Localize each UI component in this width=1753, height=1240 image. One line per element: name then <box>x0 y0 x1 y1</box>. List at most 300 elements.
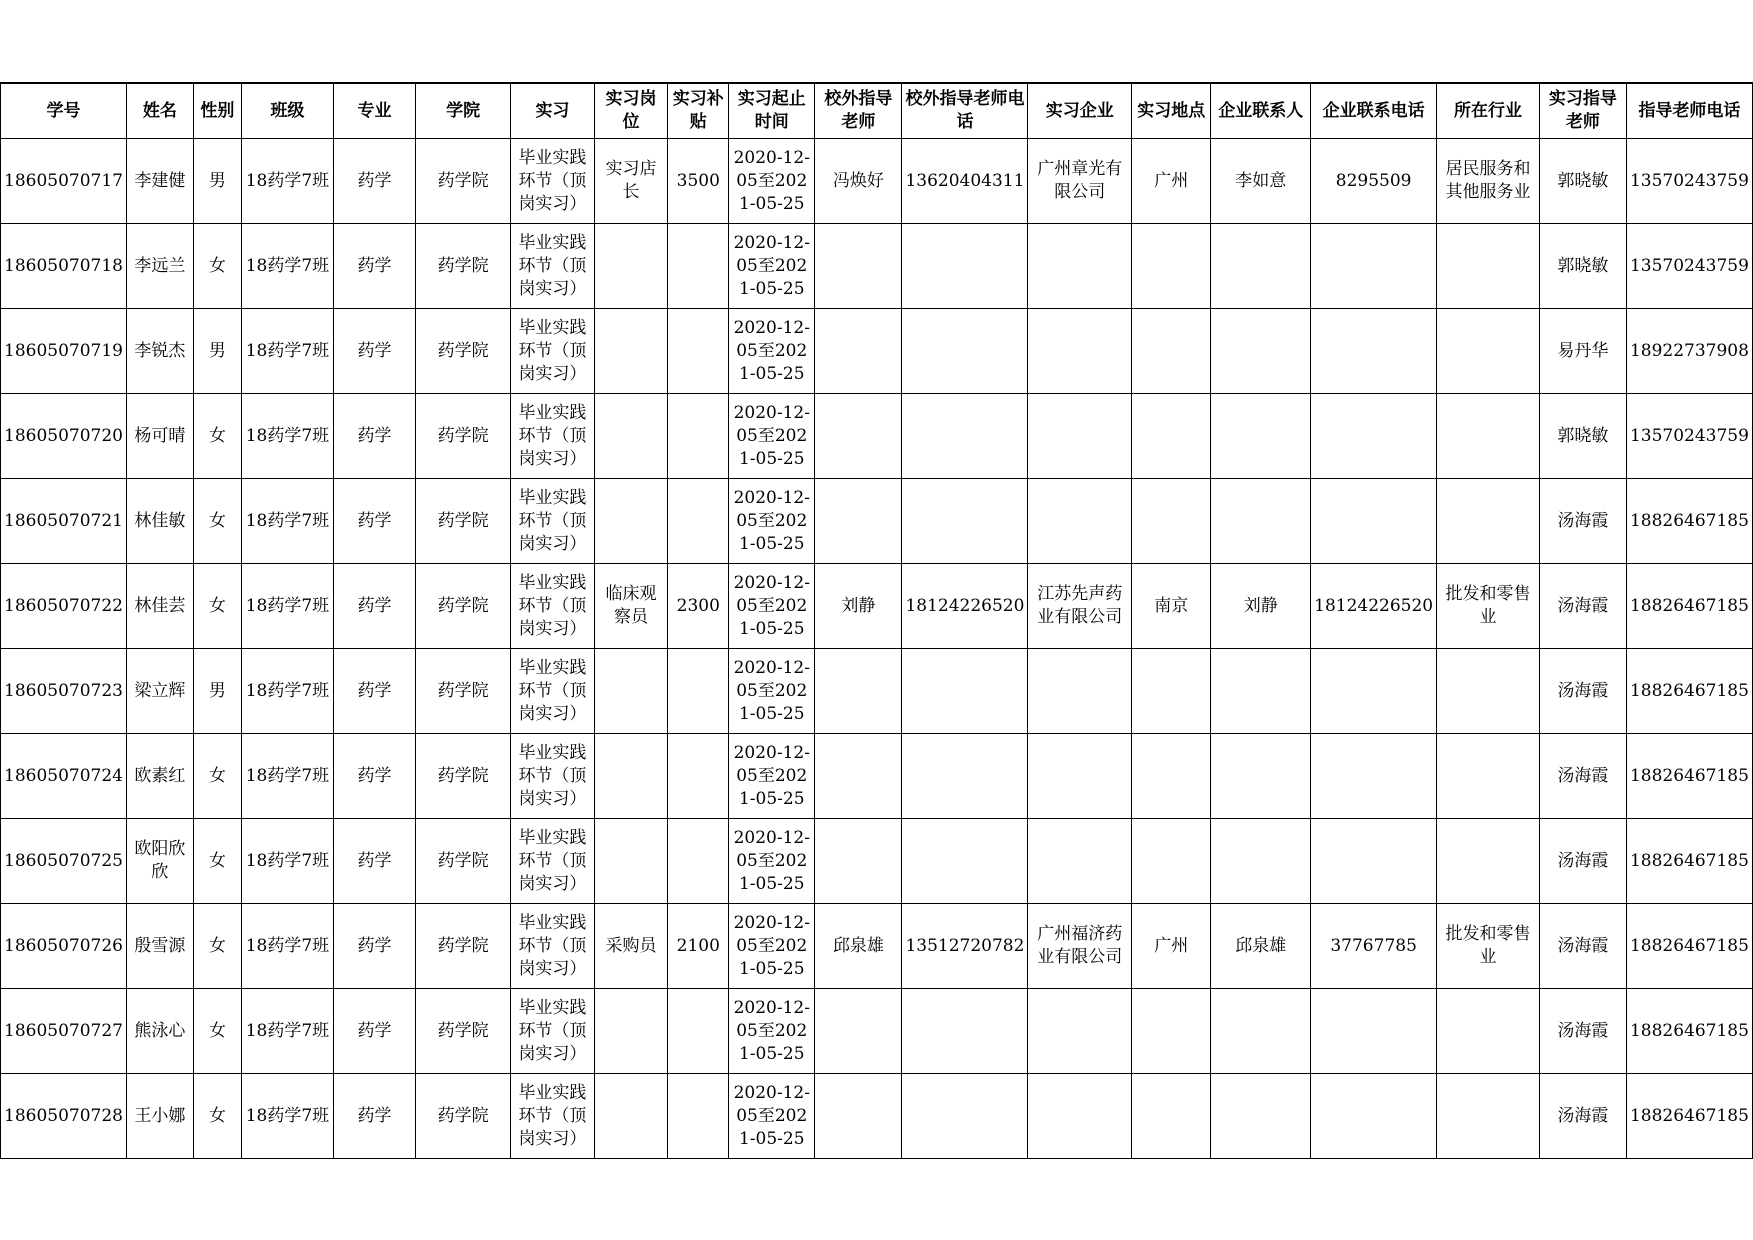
gender-cell <box>193 819 241 904</box>
class-cell <box>241 904 333 989</box>
teacher-phone-cell <box>1626 564 1752 649</box>
location-text: 广州 <box>1154 170 1189 191</box>
company-contact-cell <box>1211 989 1311 1074</box>
teacher-text: 汤海霞 <box>1557 1105 1609 1126</box>
table-row <box>1 564 1753 649</box>
teacher-text: 汤海霞 <box>1557 935 1609 956</box>
internship-cell <box>511 479 595 564</box>
student-name-text: 林佳芸 <box>134 595 186 616</box>
internship-cell <box>511 139 595 224</box>
major-text: 药学 <box>357 255 392 276</box>
industry-cell <box>1437 989 1540 1074</box>
student-id-text: 18605070721 <box>4 510 123 531</box>
gender-text: 女 <box>208 850 226 871</box>
header-position: 实习岗位 <box>594 83 668 139</box>
industry-text: 居民服务和其他服务业 <box>1445 159 1531 202</box>
student-id-text: 18605070720 <box>4 425 123 446</box>
location-cell <box>1132 904 1211 989</box>
gender-cell <box>193 989 241 1074</box>
student-name-cell <box>126 1074 193 1159</box>
teacher-cell <box>1539 564 1626 649</box>
major-cell <box>333 1074 415 1159</box>
position-cell <box>594 564 668 649</box>
major-text: 药学 <box>357 850 392 871</box>
industry-cell <box>1437 224 1540 309</box>
internship-text: 毕业实践环节（顶岗实习） <box>518 657 587 724</box>
student-id-text: 18605070722 <box>4 595 123 616</box>
company-contact-cell <box>1211 479 1311 564</box>
gender-text: 女 <box>208 595 226 616</box>
company-cell <box>1028 394 1132 479</box>
external-teacher-phone-cell <box>902 819 1028 904</box>
company-contact-cell <box>1211 139 1311 224</box>
location-cell <box>1132 224 1211 309</box>
internship-text: 毕业实践环节（顶岗实习） <box>518 1082 587 1149</box>
college-text: 药学院 <box>437 765 489 786</box>
student-id-cell <box>1 139 127 224</box>
major-cell <box>333 989 415 1074</box>
teacher-phone-text: 18826467185 <box>1629 850 1749 871</box>
teacher-cell <box>1539 1074 1626 1159</box>
industry-cell <box>1437 819 1540 904</box>
table-header-row <box>1 83 1753 139</box>
period-cell <box>729 1074 815 1159</box>
subsidy-cell <box>668 139 729 224</box>
student-name-text: 李锐杰 <box>134 340 186 361</box>
gender-cell <box>193 394 241 479</box>
industry-cell <box>1437 734 1540 819</box>
student-id-text: 18605070723 <box>4 680 123 701</box>
class-cell <box>241 734 333 819</box>
major-cell <box>333 139 415 224</box>
company-phone-text: 37767785 <box>1330 935 1417 956</box>
teacher-cell <box>1539 224 1626 309</box>
student-id-cell <box>1 479 127 564</box>
header-internship: 实习 <box>511 83 595 139</box>
internship-cell <box>511 1074 595 1159</box>
major-text: 药学 <box>357 340 392 361</box>
company-contact-cell <box>1211 734 1311 819</box>
major-text: 药学 <box>357 170 392 191</box>
class-cell <box>241 224 333 309</box>
company-cell <box>1028 139 1132 224</box>
gender-cell <box>193 649 241 734</box>
header-subsidy: 实习补贴 <box>668 83 729 139</box>
internship-table-sheet <box>0 82 1753 1159</box>
gender-text: 女 <box>208 935 226 956</box>
class-cell <box>241 564 333 649</box>
college-text: 药学院 <box>437 850 489 871</box>
internship-text: 毕业实践环节（顶岗实习） <box>518 317 587 384</box>
period-text: 2020-12-05至2021-05-25 <box>733 402 810 469</box>
industry-cell <box>1437 394 1540 479</box>
external-teacher-cell <box>815 989 902 1074</box>
student-id-text: 18605070728 <box>4 1105 123 1126</box>
college-text: 药学院 <box>437 170 489 191</box>
student-id-text: 18605070719 <box>4 340 123 361</box>
college-text: 药学院 <box>437 425 489 446</box>
company-contact-cell <box>1211 819 1311 904</box>
external-teacher-phone-cell <box>902 479 1028 564</box>
student-id-text: 18605070727 <box>4 1020 123 1041</box>
gender-text: 男 <box>208 680 226 701</box>
header-student-id: 学号 <box>1 83 127 139</box>
college-text: 药学院 <box>437 255 489 276</box>
table-row <box>1 479 1753 564</box>
external-teacher-text: 刘静 <box>841 595 876 616</box>
company-contact-cell <box>1211 394 1311 479</box>
external-teacher-phone-cell <box>902 649 1028 734</box>
position-cell <box>594 1074 668 1159</box>
internship-text: 毕业实践环节（顶岗实习） <box>518 572 587 639</box>
teacher-phone-text: 18826467185 <box>1629 595 1749 616</box>
student-id-cell <box>1 309 127 394</box>
student-name-text: 林佳敏 <box>134 510 186 531</box>
teacher-cell <box>1539 904 1626 989</box>
company-contact-cell <box>1211 309 1311 394</box>
major-cell <box>333 394 415 479</box>
table-row <box>1 1074 1753 1159</box>
gender-cell <box>193 1074 241 1159</box>
external-teacher-phone-cell <box>902 989 1028 1074</box>
industry-text: 批发和零售业 <box>1445 924 1531 967</box>
gender-text: 男 <box>208 170 226 191</box>
company-cell <box>1028 564 1132 649</box>
period-text: 2020-12-05至2021-05-25 <box>733 827 810 894</box>
company-phone-cell <box>1311 479 1437 564</box>
location-cell <box>1132 309 1211 394</box>
subsidy-cell <box>668 649 729 734</box>
internship-cell <box>511 564 595 649</box>
header-name: 姓名 <box>126 83 193 139</box>
class-text: 18药学7班 <box>245 680 330 701</box>
teacher-phone-cell <box>1626 734 1752 819</box>
industry-cell <box>1437 139 1540 224</box>
teacher-phone-cell <box>1626 819 1752 904</box>
company-contact-text: 邱泉雄 <box>1235 935 1287 956</box>
student-id-text: 18605070726 <box>4 935 123 956</box>
teacher-cell <box>1539 309 1626 394</box>
student-name-text: 欧阳欣欣 <box>134 839 186 882</box>
major-text: 药学 <box>357 510 392 531</box>
major-text: 药学 <box>357 935 392 956</box>
college-text: 药学院 <box>437 1020 489 1041</box>
position-cell <box>594 139 668 224</box>
company-phone-cell <box>1311 904 1437 989</box>
external-teacher-cell <box>815 224 902 309</box>
student-name-cell <box>126 989 193 1074</box>
header-company-contact: 企业联系人 <box>1211 83 1311 139</box>
header-location: 实习地点 <box>1132 83 1211 139</box>
position-cell <box>594 479 668 564</box>
internship-cell <box>511 819 595 904</box>
teacher-phone-cell <box>1626 139 1752 224</box>
period-text: 2020-12-05至2021-05-25 <box>733 572 810 639</box>
company-cell <box>1028 649 1132 734</box>
class-cell <box>241 309 333 394</box>
location-text: 广州 <box>1154 935 1189 956</box>
industry-cell <box>1437 904 1540 989</box>
table-row <box>1 734 1753 819</box>
location-cell <box>1132 1074 1211 1159</box>
class-text: 18药学7班 <box>245 170 330 191</box>
header-period: 实习起止时间 <box>729 83 815 139</box>
teacher-cell <box>1539 649 1626 734</box>
subsidy-text: 2300 <box>676 595 720 616</box>
student-name-text: 欧素红 <box>134 765 186 786</box>
period-cell <box>729 394 815 479</box>
location-cell <box>1132 734 1211 819</box>
subsidy-cell <box>668 734 729 819</box>
student-name-cell <box>126 479 193 564</box>
company-phone-cell <box>1311 394 1437 479</box>
student-id-cell <box>1 649 127 734</box>
student-id-cell <box>1 564 127 649</box>
table-row <box>1 224 1753 309</box>
teacher-cell <box>1539 394 1626 479</box>
header-teacher-phone: 指导老师电话 <box>1626 83 1752 139</box>
class-text: 18药学7班 <box>245 510 330 531</box>
teacher-phone-cell <box>1626 479 1752 564</box>
teacher-text: 郭晓敏 <box>1557 170 1609 191</box>
gender-text: 男 <box>208 340 226 361</box>
gender-cell <box>193 734 241 819</box>
company-cell <box>1028 734 1132 819</box>
major-cell <box>333 734 415 819</box>
teacher-phone-cell <box>1626 989 1752 1074</box>
location-cell <box>1132 564 1211 649</box>
period-cell <box>729 819 815 904</box>
position-cell <box>594 649 668 734</box>
major-cell <box>333 819 415 904</box>
student-name-cell <box>126 819 193 904</box>
major-cell <box>333 309 415 394</box>
company-cell <box>1028 819 1132 904</box>
teacher-cell <box>1539 734 1626 819</box>
external-teacher-phone-cell <box>902 904 1028 989</box>
teacher-phone-text: 18826467185 <box>1629 1105 1749 1126</box>
student-id-cell <box>1 734 127 819</box>
class-text: 18药学7班 <box>245 850 330 871</box>
subsidy-cell <box>668 1074 729 1159</box>
teacher-phone-cell <box>1626 309 1752 394</box>
period-text: 2020-12-05至2021-05-25 <box>733 232 810 299</box>
major-text: 药学 <box>357 765 392 786</box>
subsidy-text: 3500 <box>676 170 720 191</box>
header-teacher: 实习指导老师 <box>1539 83 1626 139</box>
internship-cell <box>511 989 595 1074</box>
position-text: 临床观察员 <box>605 584 657 627</box>
table-row <box>1 649 1753 734</box>
company-phone-cell <box>1311 309 1437 394</box>
position-cell <box>594 734 668 819</box>
position-cell <box>594 309 668 394</box>
external-teacher-phone-cell <box>902 394 1028 479</box>
external-teacher-phone-cell <box>902 734 1028 819</box>
class-cell <box>241 649 333 734</box>
external-teacher-phone-cell <box>902 309 1028 394</box>
period-text: 2020-12-05至2021-05-25 <box>733 487 810 554</box>
student-name-cell <box>126 309 193 394</box>
internship-text: 毕业实践环节（顶岗实习） <box>518 402 587 469</box>
gender-text: 女 <box>208 425 226 446</box>
company-cell <box>1028 224 1132 309</box>
company-contact-cell <box>1211 649 1311 734</box>
period-text: 2020-12-05至2021-05-25 <box>733 997 810 1064</box>
industry-text: 批发和零售业 <box>1445 584 1531 627</box>
internship-text: 毕业实践环节（顶岗实习） <box>518 147 587 214</box>
teacher-cell <box>1539 139 1626 224</box>
major-text: 药学 <box>357 680 392 701</box>
college-cell <box>416 989 511 1074</box>
student-id-text: 18605070725 <box>4 850 123 871</box>
external-teacher-cell <box>815 479 902 564</box>
subsidy-cell <box>668 819 729 904</box>
student-id-text: 18605070718 <box>4 255 123 276</box>
table-row <box>1 309 1753 394</box>
industry-cell <box>1437 564 1540 649</box>
major-text: 药学 <box>357 1020 392 1041</box>
student-name-text: 熊泳心 <box>134 1020 186 1041</box>
company-text: 江苏先声药业有限公司 <box>1037 584 1123 627</box>
company-text: 广州章光有限公司 <box>1037 159 1123 202</box>
period-cell <box>729 649 815 734</box>
teacher-text: 汤海霞 <box>1557 680 1609 701</box>
major-cell <box>333 649 415 734</box>
gender-cell <box>193 139 241 224</box>
location-cell <box>1132 139 1211 224</box>
period-text: 2020-12-05至2021-05-25 <box>733 912 810 979</box>
location-cell <box>1132 479 1211 564</box>
class-text: 18药学7班 <box>245 595 330 616</box>
class-text: 18药学7班 <box>245 765 330 786</box>
class-text: 18药学7班 <box>245 1105 330 1126</box>
class-cell <box>241 479 333 564</box>
internship-cell <box>511 309 595 394</box>
external-teacher-cell <box>815 649 902 734</box>
location-cell <box>1132 989 1211 1074</box>
class-text: 18药学7班 <box>245 935 330 956</box>
header-gender: 性别 <box>193 83 241 139</box>
major-cell <box>333 479 415 564</box>
student-id-cell <box>1 989 127 1074</box>
external-teacher-cell <box>815 1074 902 1159</box>
table-row <box>1 394 1753 479</box>
period-cell <box>729 564 815 649</box>
external-teacher-phone-cell <box>902 224 1028 309</box>
college-text: 药学院 <box>437 680 489 701</box>
industry-cell <box>1437 649 1540 734</box>
internship-cell <box>511 649 595 734</box>
company-phone-cell <box>1311 224 1437 309</box>
student-name-cell <box>126 139 193 224</box>
company-phone-text: 18124226520 <box>1314 595 1434 616</box>
teacher-phone-text: 18826467185 <box>1629 1020 1749 1041</box>
subsidy-cell <box>668 309 729 394</box>
student-name-text: 梁立辉 <box>134 680 186 701</box>
college-text: 药学院 <box>437 510 489 531</box>
teacher-text: 汤海霞 <box>1557 595 1609 616</box>
student-name-cell <box>126 904 193 989</box>
student-name-text: 李远兰 <box>134 255 186 276</box>
company-cell <box>1028 989 1132 1074</box>
period-cell <box>729 139 815 224</box>
external-teacher-phone-cell <box>902 139 1028 224</box>
company-contact-cell <box>1211 564 1311 649</box>
period-text: 2020-12-05至2021-05-25 <box>733 657 810 724</box>
student-id-cell <box>1 394 127 479</box>
gender-cell <box>193 904 241 989</box>
location-cell <box>1132 819 1211 904</box>
external-teacher-cell <box>815 819 902 904</box>
student-id-text: 18605070724 <box>4 765 123 786</box>
period-cell <box>729 224 815 309</box>
internship-text: 毕业实践环节（顶岗实习） <box>518 232 587 299</box>
teacher-text: 汤海霞 <box>1557 765 1609 786</box>
company-phone-cell <box>1311 649 1437 734</box>
external-teacher-cell <box>815 734 902 819</box>
teacher-phone-text: 18826467185 <box>1629 680 1749 701</box>
location-cell <box>1132 649 1211 734</box>
position-cell <box>594 904 668 989</box>
internship-cell <box>511 394 595 479</box>
internship-cell <box>511 224 595 309</box>
gender-text: 女 <box>208 510 226 531</box>
company-phone-cell <box>1311 819 1437 904</box>
teacher-phone-cell <box>1626 224 1752 309</box>
college-cell <box>416 904 511 989</box>
college-cell <box>416 139 511 224</box>
external-teacher-phone-text: 13512720782 <box>905 935 1025 956</box>
position-cell <box>594 394 668 479</box>
college-text: 药学院 <box>437 595 489 616</box>
class-text: 18药学7班 <box>245 255 330 276</box>
company-cell <box>1028 309 1132 394</box>
company-text: 广州福济药业有限公司 <box>1037 924 1123 967</box>
teacher-text: 汤海霞 <box>1557 510 1609 531</box>
table-row <box>1 139 1753 224</box>
major-text: 药学 <box>357 595 392 616</box>
external-teacher-phone-text: 13620404311 <box>905 170 1025 191</box>
subsidy-cell <box>668 989 729 1074</box>
teacher-text: 易丹华 <box>1557 340 1609 361</box>
student-name-cell <box>126 224 193 309</box>
teacher-phone-text: 13570243759 <box>1629 170 1749 191</box>
internship-text: 毕业实践环节（顶岗实习） <box>518 912 587 979</box>
period-cell <box>729 479 815 564</box>
college-cell <box>416 479 511 564</box>
period-cell <box>729 309 815 394</box>
table-row <box>1 819 1753 904</box>
major-text: 药学 <box>357 1105 392 1126</box>
gender-cell <box>193 309 241 394</box>
internship-cell <box>511 734 595 819</box>
internship-cell <box>511 904 595 989</box>
gender-text: 女 <box>208 1105 226 1126</box>
student-name-cell <box>126 394 193 479</box>
subsidy-cell <box>668 394 729 479</box>
external-teacher-cell <box>815 904 902 989</box>
company-phone-cell <box>1311 734 1437 819</box>
teacher-text: 郭晓敏 <box>1557 425 1609 446</box>
student-id-text: 18605070717 <box>4 170 123 191</box>
student-id-cell <box>1 904 127 989</box>
position-cell <box>594 224 668 309</box>
header-college: 学院 <box>416 83 511 139</box>
teacher-phone-text: 13570243759 <box>1629 255 1749 276</box>
gender-text: 女 <box>208 1020 226 1041</box>
gender-text: 女 <box>208 765 226 786</box>
